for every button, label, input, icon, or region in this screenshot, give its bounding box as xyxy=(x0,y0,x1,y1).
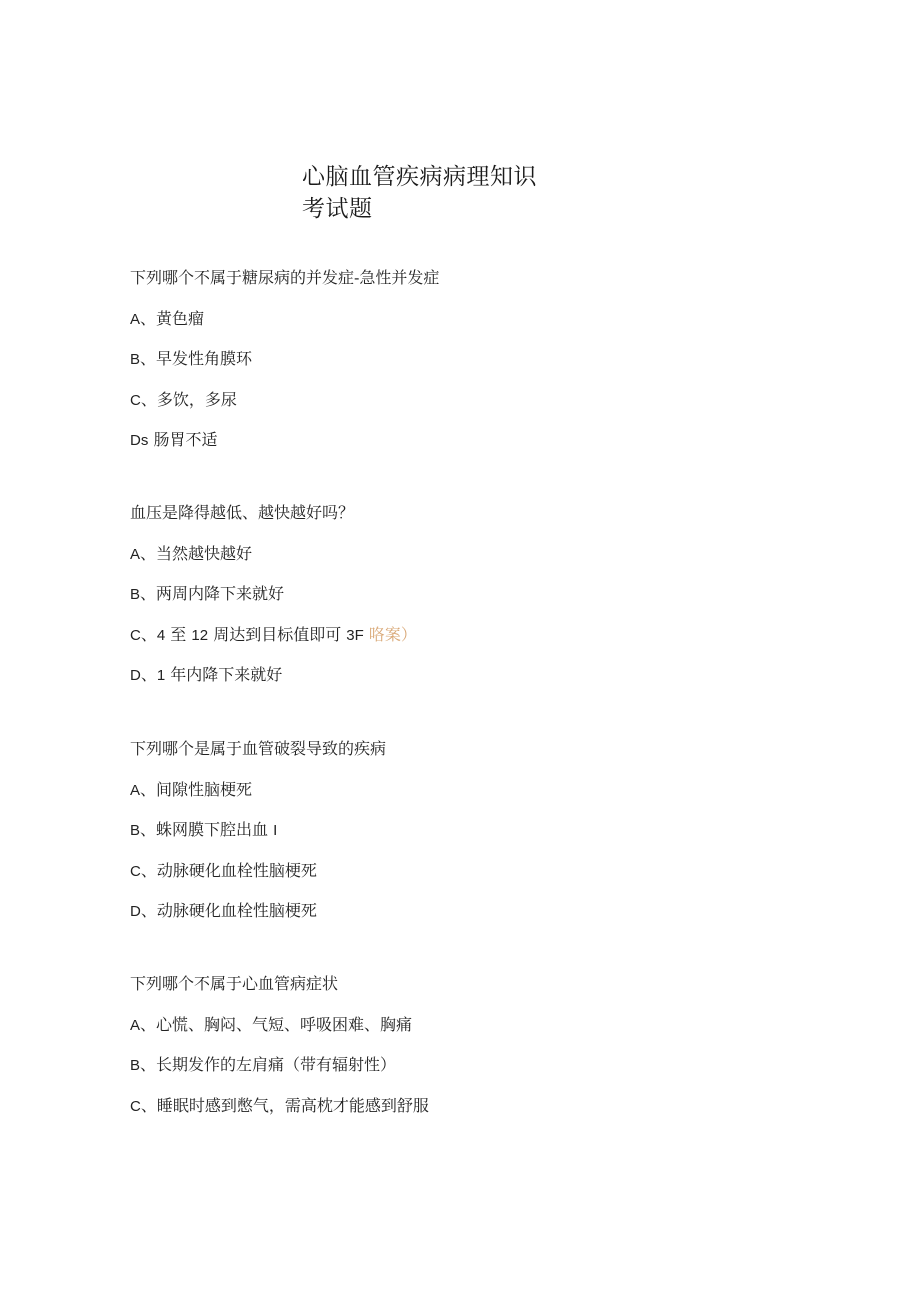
option-separator: 、 xyxy=(140,665,157,684)
option-b xyxy=(130,1055,830,1075)
option-c xyxy=(130,1096,830,1116)
option-letter: C xyxy=(130,1097,141,1115)
option-b xyxy=(130,820,830,840)
option-a xyxy=(130,1015,830,1035)
option-separator: 、 xyxy=(140,389,157,409)
option-d xyxy=(130,901,830,921)
option-a xyxy=(130,309,830,329)
question-stem: 下列哪个是属于血管破裂导致的疾病 xyxy=(130,739,387,758)
option-separator: 、 xyxy=(140,349,157,368)
option-text: 长期发作的左肩痛（带有辐射性） xyxy=(156,1055,397,1074)
option-separator: 、 xyxy=(140,901,157,920)
option-separator: 、 xyxy=(140,820,157,839)
option-text: 间隙性脑梗死 xyxy=(156,779,253,799)
question-3 xyxy=(130,739,830,921)
option-text: 早发性角膜环 xyxy=(156,349,253,368)
option-text: 动脉硬化血栓性脑梗死 xyxy=(156,901,317,920)
option-d xyxy=(130,665,830,685)
option-letter: D xyxy=(130,903,141,920)
option-letter: C xyxy=(130,626,141,644)
option-trail-mark: I xyxy=(273,822,278,839)
option-c xyxy=(130,625,830,645)
option-text: 心慌、胸闷、气短、呼吸困难、胸痛 xyxy=(156,1014,413,1034)
option-text: 睡眠时感到憋气，需高枕才能感到舒服 xyxy=(156,1095,429,1115)
option-separator: 、 xyxy=(140,624,157,644)
option-b xyxy=(130,349,830,369)
option-c xyxy=(130,861,830,881)
question-stem: 下列哪个不属于心血管病症状 xyxy=(130,974,339,993)
page-title: 心脑血管疾病病理知识考试题 xyxy=(302,164,537,222)
option-separator: 、 xyxy=(140,308,157,328)
option-text: 多饮，多尿 xyxy=(156,389,237,409)
option-letter: Ds xyxy=(130,432,149,449)
option-letter: C xyxy=(130,862,141,880)
question-stem: 血压是降得越低、越快越好吗？ xyxy=(130,503,355,522)
option-text: 年内降下来就好 xyxy=(170,665,283,684)
option-b xyxy=(130,584,830,604)
question-stem: 下列哪个不属于糖尿病的并发症-急性并发症 xyxy=(130,268,440,287)
option-separator: 、 xyxy=(140,543,157,563)
question-2 xyxy=(130,503,830,685)
option-letter: B xyxy=(130,586,141,603)
option-separator: 、 xyxy=(140,860,157,880)
option-text: 黄色瘤 xyxy=(156,308,205,328)
option-number: 12 xyxy=(191,626,209,644)
option-letter: A xyxy=(130,545,141,563)
option-text: 当然越快越好 xyxy=(156,543,253,563)
option-separator: 、 xyxy=(140,779,157,799)
option-letter: B xyxy=(130,1057,141,1074)
option-separator: 、 xyxy=(140,1095,157,1115)
option-text: 至 xyxy=(170,624,187,644)
option-letter: C xyxy=(130,391,141,409)
option-text: 两周内降下来就好 xyxy=(156,584,285,603)
option-a xyxy=(130,544,830,564)
option-letter: B xyxy=(130,351,141,368)
question-1 xyxy=(130,268,830,450)
option-code: 3F xyxy=(346,626,364,644)
option-a xyxy=(130,780,830,800)
option-separator: 、 xyxy=(140,1014,157,1034)
option-text: 周达到目标值即可 xyxy=(213,624,342,644)
option-letter: B xyxy=(130,822,141,839)
option-text: 蛛网膜下腔出血 xyxy=(156,820,269,839)
question-4 xyxy=(130,974,830,1116)
option-d xyxy=(130,430,830,450)
option-c xyxy=(130,390,830,410)
option-letter: A xyxy=(130,1016,141,1034)
option-text: 肠胃不适 xyxy=(153,430,218,449)
option-separator: 、 xyxy=(140,584,157,603)
answer-mark: 咯案） xyxy=(368,624,417,644)
option-text: 动脉硬化血栓性脑梗死 xyxy=(156,860,317,880)
option-number: 1 xyxy=(156,667,166,684)
option-letter: A xyxy=(130,310,141,328)
option-number: 4 xyxy=(156,626,166,644)
option-letter: D xyxy=(130,667,141,684)
option-separator: 、 xyxy=(140,1055,157,1074)
option-letter: A xyxy=(130,781,141,799)
